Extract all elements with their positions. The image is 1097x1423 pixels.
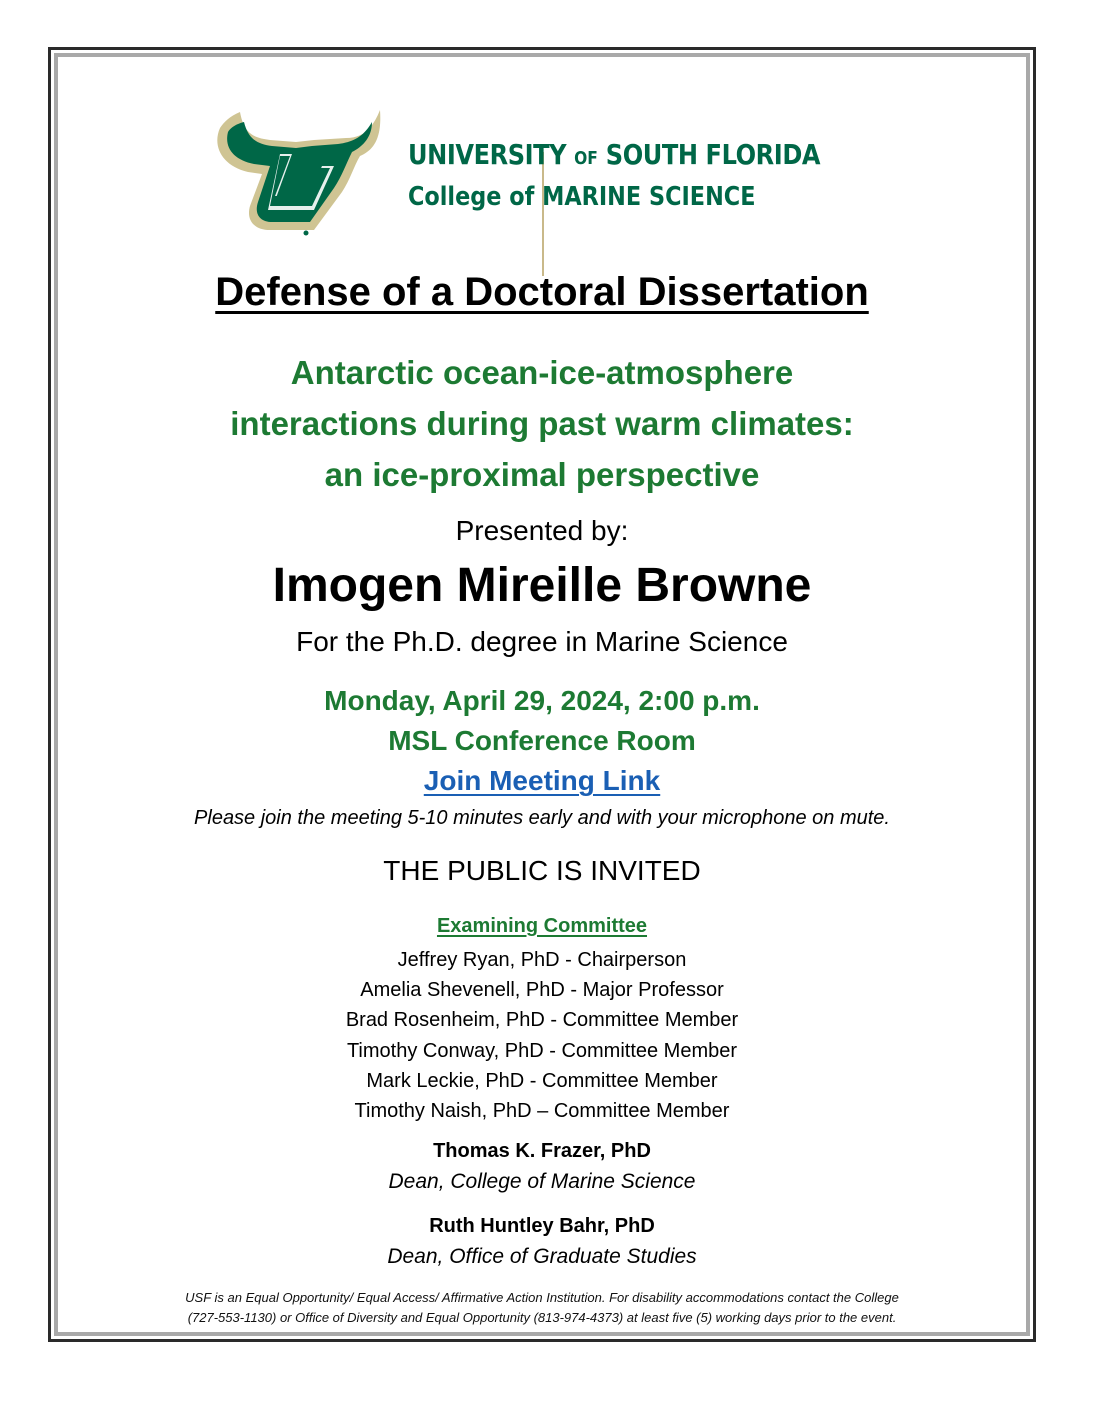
list-item: Timothy Conway, PhD - Committee Member	[346, 1039, 738, 1062]
list-item: Mark Leckie, PhD - Committee Member	[366, 1069, 718, 1092]
equal-opportunity-notice	[60, 1288, 1024, 1328]
dissertation-title-line: Antarctic ocean-ice-atmosphere	[290, 354, 794, 391]
dissertation-title-line: an ice-proximal perspective	[324, 456, 760, 493]
public-notice: THE PUBLIC IS INVITED	[383, 855, 701, 886]
usf-bull-logo-icon	[210, 98, 385, 238]
presenter-name: Imogen Mireille Browne	[272, 559, 812, 612]
dissertation-title-line: interactions during past warm climates:	[230, 405, 854, 442]
list-item: Timothy Naish, PhD – Committee Member	[354, 1100, 730, 1123]
flyer	[60, 60, 1024, 1330]
footer-line: (727-553-1130) or Office of Diversity and Equal Opportunity (813-974-4373) at least five (5) working days prior to the event.	[187, 1310, 897, 1325]
presented-by-label: Presented by:	[455, 515, 629, 546]
college-name: College of MARINE SCIENCE	[408, 182, 756, 212]
dean-title: Dean, College of Marine Science	[388, 1170, 696, 1193]
dean-name: Thomas K. Frazer, PhD	[433, 1140, 651, 1162]
committee-heading: Examining Committee	[436, 915, 648, 937]
list-item: Amelia Shevenell, PhD - Major Professor	[360, 979, 724, 1002]
dean-title: Dean, Office of Graduate Studies	[387, 1245, 697, 1268]
event-datetime: Monday, April 29, 2024, 2:00 p.m.	[324, 685, 760, 716]
university-name: UNIVERSITY OF SOUTH FLORIDA	[408, 138, 821, 171]
page-title: Defense of a Doctoral Dissertation	[215, 270, 869, 314]
join-meeting-row	[60, 765, 1024, 797]
list-item: Jeffrey Ryan, PhD - Chairperson	[397, 949, 687, 971]
committee-list	[60, 945, 1024, 1126]
join-note: Please join the meeting 5-10 minutes early and with your microphone on mute.	[194, 807, 890, 829]
event-location: MSL Conference Room	[388, 725, 696, 756]
usf-logo	[210, 98, 930, 238]
degree-line: For the Ph.D. degree in Marine Science	[296, 626, 788, 657]
dissertation-title	[60, 347, 1024, 500]
join-meeting-link[interactable]: Join Meeting Link	[423, 765, 661, 796]
dean-name: Ruth Huntley Bahr, PhD	[429, 1215, 655, 1237]
footer-line: USF is an Equal Opportunity/ Equal Access/ Affirmative Action Institution. For disability accommodations contact the College	[185, 1290, 899, 1305]
list-item: Brad Rosenheim, PhD - Committee Member	[345, 1009, 739, 1032]
